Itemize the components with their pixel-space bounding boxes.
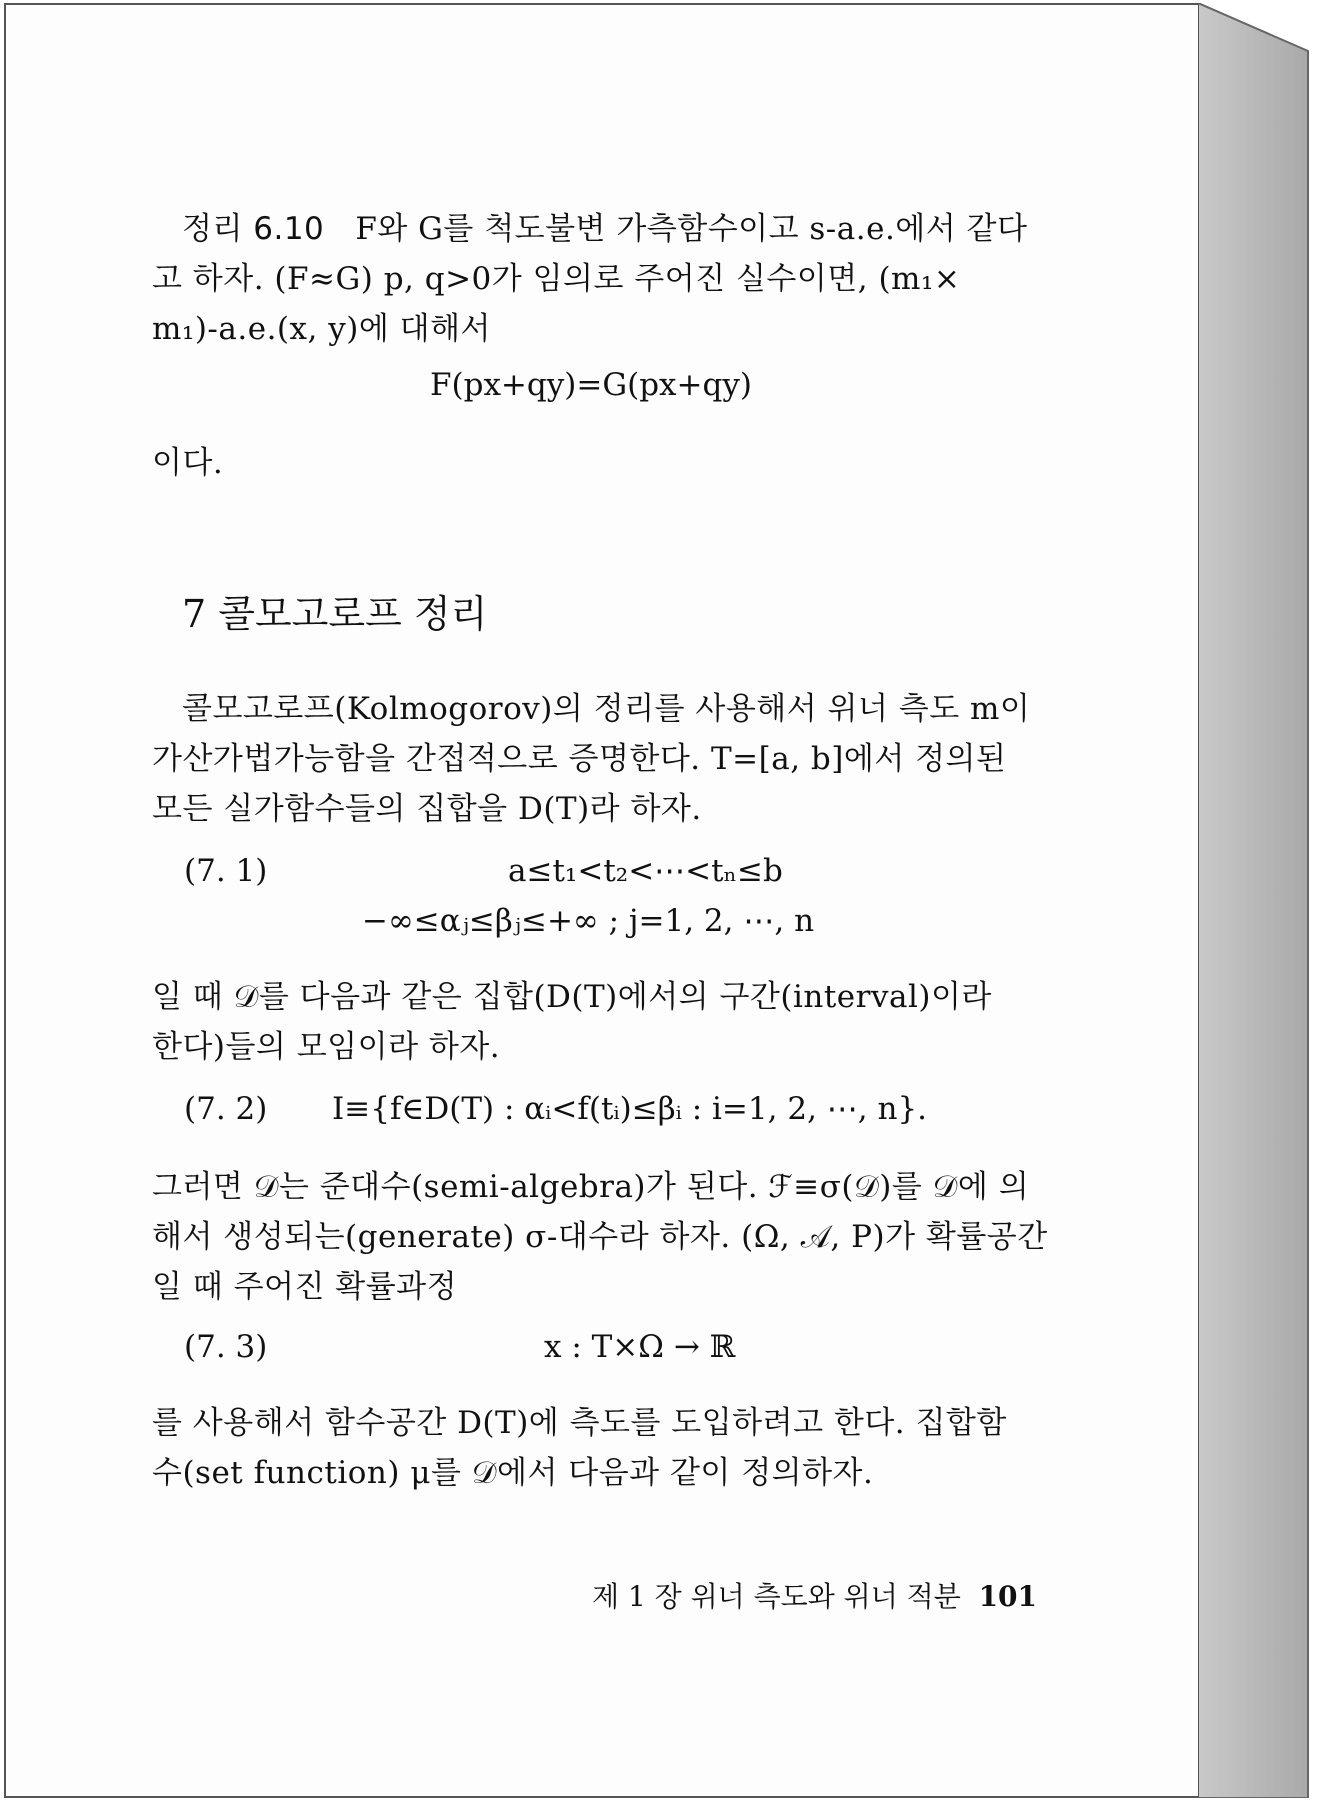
page-number: 101 <box>978 1580 1038 1613</box>
para4-line-1: 를 사용해서 함수공간 D(T)에 측도를 도입하려고 한다. 집합함 <box>152 1405 1007 1441</box>
theorem-line-2: 고 하자. (F≈G) p, q>0가 임의로 주어진 실수이면, (m₁× <box>152 261 961 297</box>
theorem-text-1: F와 G를 척도불변 가측함수이고 s-a.e.에서 같다 <box>355 211 1028 247</box>
theorem-label: 정리 6.10 <box>182 211 325 247</box>
theorem-line-1 <box>182 203 1027 248</box>
para2-line-1: 일 때 𝒟를 다음과 같은 집합(D(T)에서의 구간(interval)이라 <box>152 979 992 1015</box>
footer-chapter: 제 1 장 위너 측도와 위너 적분 <box>592 1580 961 1613</box>
book-edge <box>1198 3 1334 1798</box>
para1-line-1: 콜모고로프(Kolmogorov)의 정리를 사용해서 위너 측도 m이 <box>182 691 1031 727</box>
para1-line-3: 모든 실가함수들의 집합을 D(T)라 하자. <box>152 791 702 827</box>
para1-line-2: 가산가법가능함을 간접적으로 증명한다. T=[a, b]에서 정의된 <box>152 741 1007 777</box>
equation-7-2: I≡{f∈D(T) : αᵢ<f(tᵢ)≤βᵢ : i=1, 2, ⋯, n}. <box>332 1091 928 1127</box>
page-footer <box>592 1575 1037 1615</box>
theorem-equation: F(px+qy)=G(px+qy) <box>430 367 752 403</box>
para3-line-3: 일 때 주어진 확률과정 <box>152 1269 458 1305</box>
para4-line-2: 수(set function) μ를 𝒟에서 다음과 같이 정의하자. <box>152 1455 874 1491</box>
equation-7-3: x : T×Ω → ℝ <box>544 1329 736 1365</box>
theorem-line-3: m₁)-a.e.(x, y)에 대해서 <box>152 311 491 347</box>
book-page <box>4 3 1200 1798</box>
para3-line-1: 그러면 𝒟는 준대수(semi-algebra)가 된다. ℱ≡σ(𝒟)를 𝒟에 의 <box>152 1169 1030 1205</box>
equation-number-7-3: (7. 3) <box>184 1329 268 1365</box>
theorem-closing: 이다. <box>152 445 224 481</box>
equation-7-1-line-1: a≤t₁<t₂<⋯<tₙ≤b <box>508 853 783 889</box>
equation-number-7-1: (7. 1) <box>184 853 268 889</box>
para3-line-2: 해서 생성되는(generate) σ-대수라 하자. (Ω, 𝒜, P)가 확률공간 <box>152 1219 1048 1255</box>
para2-line-2: 한다)들의 모임이라 하자. <box>152 1029 501 1065</box>
equation-7-1-line-2: −∞≤αⱼ≤βⱼ≤+∞ ; j=1, 2, ⋯, n <box>362 903 815 939</box>
section-heading: 7 콜모고로프 정리 <box>182 592 488 636</box>
equation-number-7-2: (7. 2) <box>184 1091 268 1127</box>
